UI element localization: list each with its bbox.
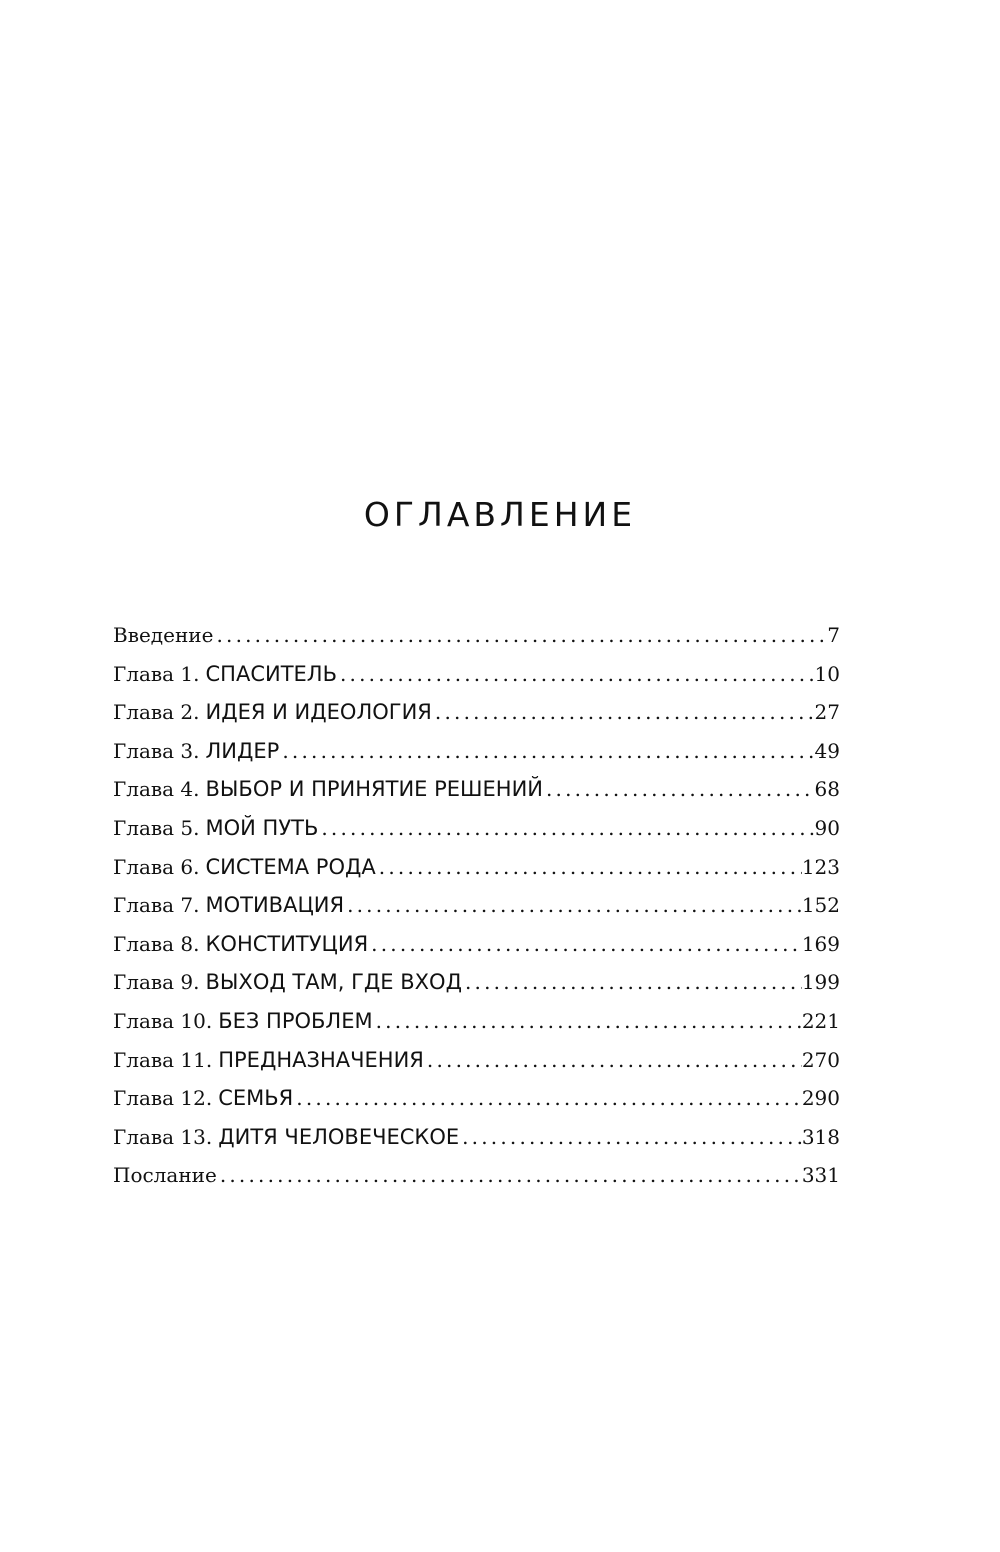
toc-entry-page-number: 290 (801, 1086, 840, 1111)
dot-leader (432, 693, 815, 732)
toc-entry-page-number: 152 (801, 893, 840, 918)
toc-entry (113, 770, 840, 809)
dot-leader (424, 1041, 802, 1080)
toc-entry (113, 848, 840, 887)
toc-entry-page-number: 49 (814, 738, 840, 763)
toc-entry-label (113, 732, 279, 771)
dot-leader (376, 848, 802, 887)
toc-entry-label (113, 1118, 459, 1157)
toc-list (113, 616, 840, 1195)
toc-entry-label (113, 848, 376, 887)
toc-entry-label (113, 925, 368, 964)
toc-entry-label (113, 1002, 373, 1041)
toc-entry-page-number: 331 (801, 1163, 840, 1188)
toc-entry-label (113, 963, 462, 1002)
toc-entry-chapter-title: КОНСТИТУЦИЯ (205, 931, 369, 956)
toc-entry-page-number: 169 (801, 931, 840, 956)
toc-entry-label (113, 1079, 293, 1118)
toc-entry-chapter-title: СПАСИТЕЛЬ (205, 661, 337, 686)
toc-entry-label (113, 693, 432, 732)
toc-entry-prefix: Послание (113, 1163, 217, 1188)
dot-leader (462, 963, 802, 1002)
toc-entry-prefix: Глава 3. (113, 738, 200, 763)
toc-title: ОГЛАВЛЕНИЕ (363, 495, 637, 534)
toc-entry-page-number: 68 (814, 777, 840, 802)
toc-entry-page-number: 10 (814, 661, 840, 686)
toc-entry (113, 963, 840, 1002)
toc-entry-page-number: 123 (801, 854, 840, 879)
toc-entry-page-number: 7 (827, 623, 840, 647)
toc-entry (113, 693, 840, 732)
toc-entry-page-number: 90 (814, 815, 840, 840)
toc-entry-label (113, 1041, 424, 1080)
toc-entry-label (113, 655, 337, 694)
toc-entry-prefix: Глава 9. (113, 970, 200, 995)
dot-leader (279, 732, 814, 771)
toc-entry-label (113, 1156, 217, 1195)
dot-leader (459, 1118, 802, 1157)
toc-entry (113, 886, 840, 925)
toc-entry-label (113, 809, 318, 848)
toc-entry-chapter-title: ДИТЯ ЧЕЛОВЕЧЕСКОЕ (218, 1124, 460, 1149)
toc-entry-page-number: 199 (801, 970, 840, 995)
toc-entry-chapter-title: ВЫБОР И ПРИНЯТИЕ РЕШЕНИЙ (205, 777, 543, 802)
dot-leader (293, 1079, 802, 1118)
toc-entry-chapter-title: ИДЕЯ И ИДЕОЛОГИЯ (205, 700, 432, 725)
toc-entry-label (113, 616, 213, 655)
toc-entry-chapter-title: ПРЕДНАЗНАЧЕНИЯ (218, 1047, 424, 1072)
toc-entry-prefix: Глава 11. (113, 1047, 213, 1072)
toc-entry-prefix: Глава 2. (113, 700, 200, 725)
toc-entry-chapter-title: БЕЗ ПРОБЛЕМ (218, 1008, 373, 1033)
toc-entry-page-number: 221 (801, 1008, 840, 1033)
toc-entry-chapter-title: СИСТЕМА РОДА (205, 854, 376, 879)
toc-entry-label (113, 886, 344, 925)
dot-leader (217, 1156, 802, 1195)
toc-entry (113, 732, 840, 771)
dot-leader (373, 1002, 802, 1041)
toc-entry-prefix: Глава 7. (113, 893, 200, 918)
toc-entry-prefix: Глава 6. (113, 854, 200, 879)
toc-entry (113, 925, 840, 964)
dot-leader (213, 616, 827, 655)
toc-entry-chapter-title: СЕМЬЯ (218, 1086, 294, 1111)
dot-leader (543, 770, 815, 809)
toc-entry-prefix: Глава 13. (113, 1124, 213, 1149)
dot-leader (368, 925, 802, 964)
toc-entry-prefix: Глава 4. (113, 777, 200, 802)
toc-entry-prefix: Глава 12. (113, 1086, 213, 1111)
toc-entry (113, 1041, 840, 1080)
dot-leader (344, 886, 802, 925)
toc-entry-prefix: Глава 1. (113, 661, 200, 686)
dot-leader (337, 655, 815, 694)
toc-entry-page-number: 270 (801, 1047, 840, 1072)
toc-entry-label (113, 770, 543, 809)
toc-entry (113, 809, 840, 848)
toc-entry (113, 1002, 840, 1041)
toc-entry-prefix: Глава 5. (113, 815, 200, 840)
toc-entry-chapter-title: МОЙ ПУТЬ (205, 815, 319, 840)
toc-entry-prefix: Глава 10. (113, 1008, 213, 1033)
toc-entry-chapter-title: ВЫХОД ТАМ, ГДЕ ВХОД (205, 970, 462, 995)
toc-entry-chapter-title: ЛИДЕР (205, 738, 280, 763)
toc-entry-page-number: 318 (801, 1124, 840, 1149)
toc-entry (113, 1118, 840, 1157)
toc-entry (113, 1079, 840, 1118)
toc-entry-prefix: Введение (113, 623, 214, 647)
toc-entry (113, 1156, 840, 1195)
toc-entry (113, 616, 840, 655)
toc-entry (113, 655, 840, 694)
toc-entry-chapter-title: МОТИВАЦИЯ (205, 893, 345, 918)
toc-entry-page-number: 27 (814, 700, 840, 725)
dot-leader (318, 809, 814, 848)
toc-entry-prefix: Глава 8. (113, 931, 200, 956)
